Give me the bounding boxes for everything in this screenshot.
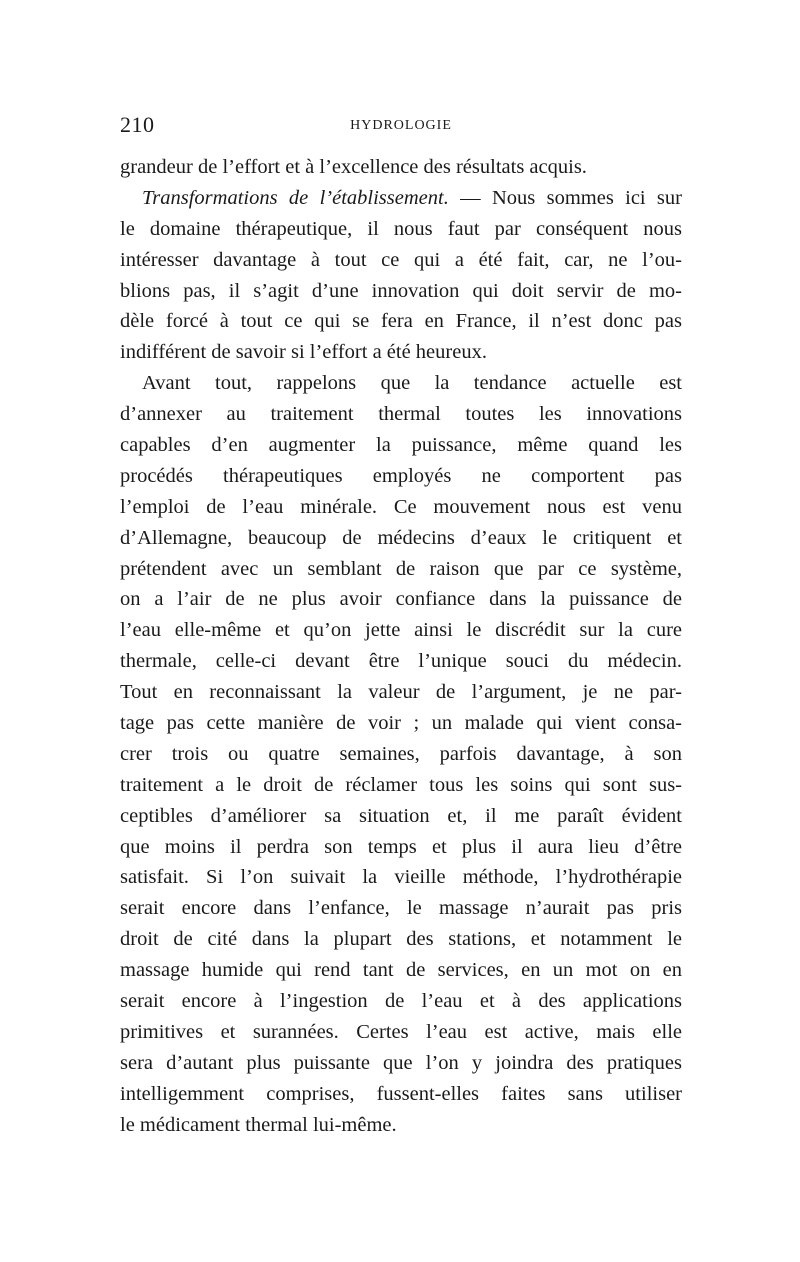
text-line: le médicament thermal lui-même. bbox=[120, 1113, 397, 1136]
page-number: 210 bbox=[120, 112, 155, 137]
text-line: Tout en reconnaissant la valeur de l’argument, je ne par- bbox=[120, 681, 682, 704]
text-line: serait encore dans l’enfance, le massage n’aurait pas pris bbox=[120, 897, 682, 920]
text-line: intelligemment comprises, fussent-elles faites sans utiliser bbox=[120, 1082, 682, 1105]
text-line-fragment: — Nous sommes ici sur bbox=[460, 186, 682, 209]
running-title: HYDROLOGIE bbox=[350, 118, 452, 133]
text-line: Avant tout, rappelons que la tendance actuelle est bbox=[142, 372, 682, 395]
book-page bbox=[120, 112, 682, 1141]
text-line: crer trois ou quatre semaines, parfois davantage, à son bbox=[120, 742, 682, 765]
text-line: blions pas, il s’agit d’une innovation qui doit servir de mo- bbox=[120, 279, 682, 302]
text-line: sera d’autant plus puissante que l’on y joindra des pratiques bbox=[120, 1051, 682, 1074]
text-line: dèle forcé à tout ce qui se fera en France, il n’est donc pas bbox=[120, 310, 682, 333]
text-line: satisfait. Si l’on suivait la vieille méthode, l’hydrothérapie bbox=[120, 866, 682, 889]
text-line: tage pas cette manière de voir ; un malade qui vient consa- bbox=[120, 712, 682, 735]
text-line: l’emploi de l’eau minérale. Ce mouvement nous est venu bbox=[120, 495, 682, 518]
running-head bbox=[120, 112, 682, 146]
text-line: droit de cité dans la plupart des stations, et notamment le bbox=[120, 928, 682, 951]
text-line bbox=[120, 183, 682, 214]
text-line: on a l’air de ne plus avoir confiance dans la puissance de bbox=[120, 588, 682, 611]
text-line: indifférent de savoir si l’effort a été heureux. bbox=[120, 341, 487, 364]
text-line: serait encore à l’ingestion de l’eau et à des applications bbox=[120, 990, 682, 1013]
text-line: capables d’en augmenter la puissance, même quand les bbox=[120, 434, 682, 457]
text-line: que moins il perdra son temps et plus il aura lieu d’être bbox=[120, 835, 682, 858]
text-line: intéresser davantage à tout ce qui a été fait, car, ne l’ou- bbox=[120, 248, 682, 271]
body-text bbox=[120, 152, 682, 1141]
text-line: thermale, celle-ci devant être l’unique souci du médecin. bbox=[120, 650, 682, 673]
text-line: massage humide qui rend tant de services, en un mot on en bbox=[120, 959, 682, 982]
text-line: prétendent avec un semblant de raison que par ce système, bbox=[120, 557, 682, 580]
text-line: l’eau elle-même et qu’on jette ainsi le discrédit sur la cure bbox=[120, 619, 682, 642]
section-heading: Transformations de l’établissement. bbox=[142, 186, 449, 209]
text-line: grandeur de l’effort et à l’excellence des résultats acquis. bbox=[120, 156, 587, 178]
text-line: procédés thérapeutiques employés ne comportent pas bbox=[120, 464, 682, 487]
text-line: primitives et surannées. Certes l’eau est active, mais elle bbox=[120, 1020, 682, 1043]
text-line: ceptibles d’améliorer sa situation et, il me paraît évident bbox=[120, 804, 682, 827]
text-line: d’annexer au traitement thermal toutes les innovations bbox=[120, 403, 682, 426]
text-line: traitement a le droit de réclamer tous les soins qui sont sus- bbox=[120, 773, 682, 796]
text-line: d’Allemagne, beaucoup de médecins d’eaux le critiquent et bbox=[120, 526, 682, 549]
text-line: le domaine thérapeutique, il nous faut par conséquent nous bbox=[120, 217, 682, 240]
